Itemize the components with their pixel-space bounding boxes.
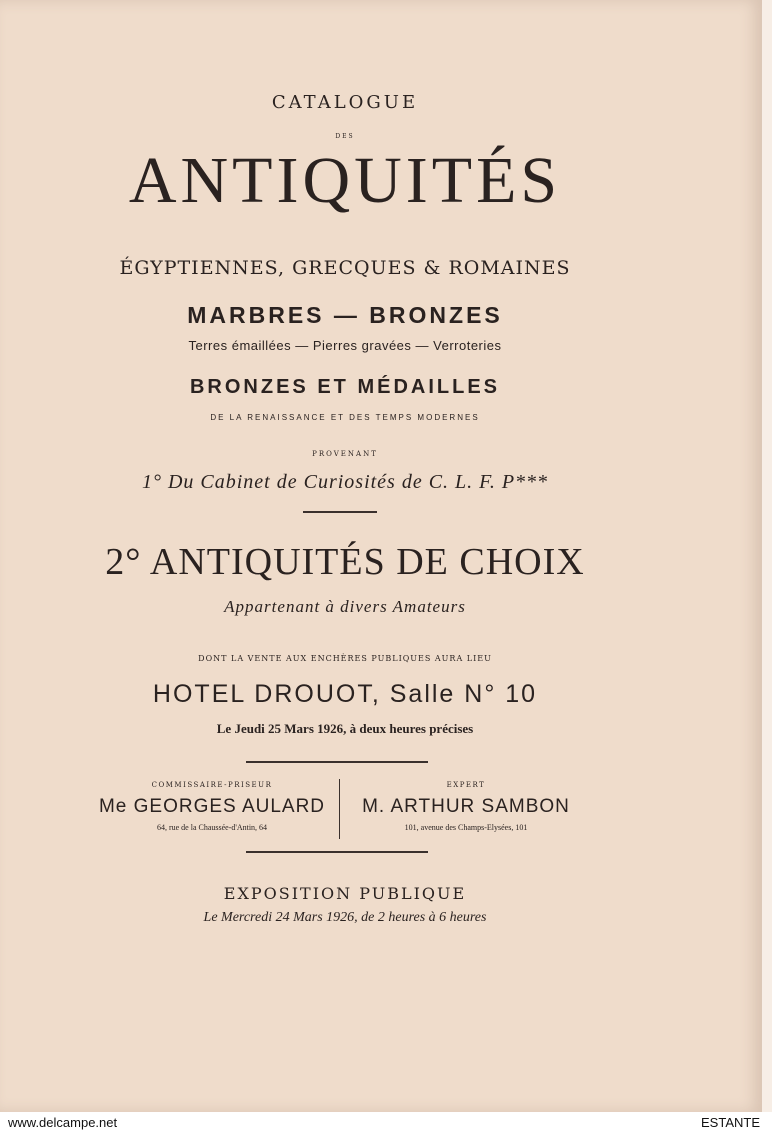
expert-address: 101, avenue des Champs-Elysées, 101 xyxy=(404,823,528,832)
cabinet-line: 1° Du Cabinet de Curiosités de C. L. F. P*** xyxy=(141,471,549,493)
commissaire-role: COMMISSAIRE-PRISEUR xyxy=(151,781,273,789)
exposition-date: Le Mercredi 24 Mars 1926, de 2 heures à 6 heures xyxy=(203,910,487,925)
commissaire-address: 64, rue de la Chaussée-d'Antin, 64 xyxy=(156,823,268,832)
separator-rule xyxy=(246,761,428,763)
exposition-title: EXPOSITION PUBLIQUE xyxy=(223,884,467,903)
commissaire-block xyxy=(94,780,330,835)
page-edge xyxy=(762,0,772,1112)
des-label: DES xyxy=(335,133,355,140)
marbres-line: MARBRES — BRONZES xyxy=(187,302,503,328)
hotel-drouot-line: HOTEL DROUOT, Salle N° 10 xyxy=(152,680,538,708)
provenant-label: PROVENANT xyxy=(312,450,378,458)
sale-date-line: Le Jeudi 25 Mars 1926, à deux heures précises xyxy=(216,721,474,736)
commissaire-name: Me GEORGES AULARD xyxy=(98,796,326,817)
separator-rule xyxy=(246,851,428,853)
main-title: ANTIQUITÉS xyxy=(128,144,562,217)
origins-line: ÉGYPTIENNES, GRECQUES & ROMAINES xyxy=(119,257,571,279)
expert-role: EXPERT xyxy=(446,781,486,789)
expert-block xyxy=(346,780,586,835)
amateurs-line: Appartenant à divers Amateurs xyxy=(224,597,466,616)
catalogue-label: CATALOGUE xyxy=(271,92,419,113)
separator-rule xyxy=(303,511,377,513)
bronzes-medailles-line: BRONZES ET MÉDAILLES xyxy=(189,376,500,398)
vente-line: DONT LA VENTE AUX ENCHÈRES PUBLIQUES AURA LIEU xyxy=(198,654,492,663)
watermark-source: www.delcampe.net xyxy=(8,1115,118,1130)
expert-name: M. ARTHUR SAMBON xyxy=(362,796,570,817)
terres-line: Terres émaillées — Pierres gravées — Verroteries xyxy=(188,338,502,353)
column-divider xyxy=(339,779,340,839)
choix-title: 2° ANTIQUITÉS DE CHOIX xyxy=(105,541,585,583)
watermark-seller: ESTANTE xyxy=(701,1115,760,1130)
renaissance-line: DE LA RENAISSANCE ET DES TEMPS MODERNES xyxy=(210,413,480,422)
